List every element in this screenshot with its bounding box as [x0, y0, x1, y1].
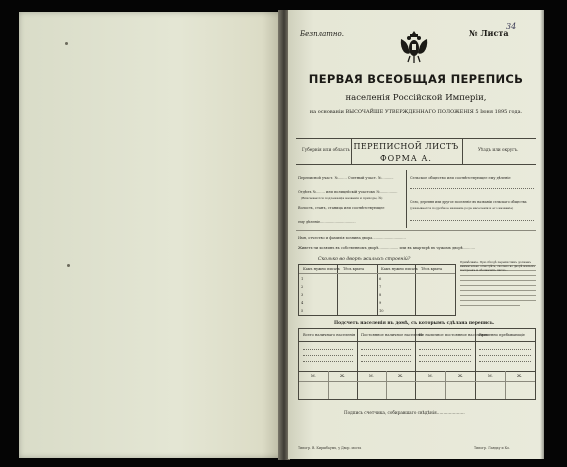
page-mark [67, 264, 70, 267]
table-header: Тёсь крыта [421, 267, 443, 271]
form-a-label: ФОРМА А. [380, 154, 432, 163]
page-mark [65, 42, 68, 45]
instruction-note [460, 260, 536, 309]
village-society-field: Сельское общество или соотвѣтствующее ему дѣленіе [410, 176, 511, 180]
table-header: Не наличное постоянное население [419, 333, 489, 337]
sex-label: Ж. [340, 374, 346, 378]
table-row: 3 [301, 293, 304, 297]
table-header: Какъ нужно писать [303, 267, 341, 271]
table-row: 2 [301, 285, 304, 289]
buildings-heading: Сколько во дворѣ жилыхъ строеній? [318, 257, 411, 262]
district-label: Уѣздъ или округъ. [478, 147, 519, 152]
village-field-hint: (указывается подробное названіе рода населенія и его названіе) [410, 206, 514, 210]
enumerator-signature: Подпись счетчика, собиравшаго свѣдѣнія..................... [344, 410, 465, 415]
police-section-field: Отдѣлъ №........ или полицейскій участокъ №................ [298, 190, 398, 194]
form-legal-basis: на основаніи ВЫСОЧАЙШЕ УТВЕРЖДЕННАГО ПОЛОЖЕНІЯ 5 Іюня 1895 года. [309, 109, 523, 115]
sex-label: М. [428, 374, 433, 378]
sex-label: М. [369, 374, 374, 378]
table-row: 8 [379, 293, 382, 297]
table-row: 9 [379, 301, 382, 305]
sex-label: Ж. [517, 374, 523, 378]
table-row: 1 [301, 277, 304, 281]
census-sheet-label: ПЕРЕПИСНОЙ ЛИСТЪ [353, 142, 459, 151]
sex-label: М. [488, 374, 493, 378]
census-form-page [288, 10, 544, 459]
table-row: 5 [301, 309, 304, 313]
buildings-table [298, 264, 456, 316]
population-count-heading: Подсчетъ населенія въ домѣ, съ которымъ сдѣлана перепись. [334, 321, 495, 326]
census-section-field: Переписной участ. №........ Счетный участ. №........... [298, 176, 394, 180]
volost-field-cont: ему дѣленіе................................ [298, 220, 356, 224]
table-row: 4 [301, 301, 304, 305]
table-header: Всего наличнаго населенія [303, 333, 356, 337]
table-header: Постоянное наличное населеніе [361, 333, 424, 337]
table-header: Временно пребывающіе [479, 333, 525, 337]
owner-name-field: Имя, отчество и фамилія хозяина двора.............................. [298, 236, 406, 240]
free-label: Безплатно. [300, 30, 344, 38]
table-header: Какъ нужно писать [381, 267, 419, 271]
note-text: Примѣчаніе. При обходѣ переписчикъ долженъ внимательно осмотрѣть, сколько во дворѣ жилыхъ построекъ и обозначить число... [460, 260, 535, 272]
table-row: 6 [379, 277, 382, 281]
form-title: ПЕРВАЯ ВСЕОБЩАЯ ПЕРЕПИСЬ [308, 72, 524, 86]
printer-imprint-left: Типогр. В. Киршбаумъ, у Двор. моста [298, 446, 362, 450]
table-header: Тёсь крыта [343, 267, 365, 271]
volost-field: Волость, станъ, станица или соотвѣтствующее [298, 206, 385, 210]
form-subtitle: населенія Россійской Имперіи, [345, 93, 487, 103]
owner-residence-field: Живетъ-ли хозяинъ въ собственномъ дворѣ.................. или въ квартирѣ въ чужомъ дворѣ........... [298, 246, 475, 250]
left-page-blank [19, 12, 283, 458]
sheet-number-label: № Листа [469, 28, 509, 38]
province-label: Губернія или область [302, 147, 350, 152]
sex-label: Ж. [398, 374, 404, 378]
table-row: 7 [379, 285, 382, 289]
sex-label: Ж. [458, 374, 464, 378]
field-hint: (Вписываются подлежащія названія и приходы, №) [301, 196, 383, 200]
population-count-table [298, 328, 536, 400]
village-field: Село, деревня или другое поселеніе въ названіи сельскаго общества [410, 200, 527, 204]
table-row: 10 [379, 309, 384, 313]
imperial-eagle-icon [398, 27, 430, 65]
sex-label: М. [311, 374, 316, 378]
printer-imprint-right: Типогр. Ландау и Ко. [474, 446, 511, 450]
handwritten-number: 34 [506, 22, 517, 31]
